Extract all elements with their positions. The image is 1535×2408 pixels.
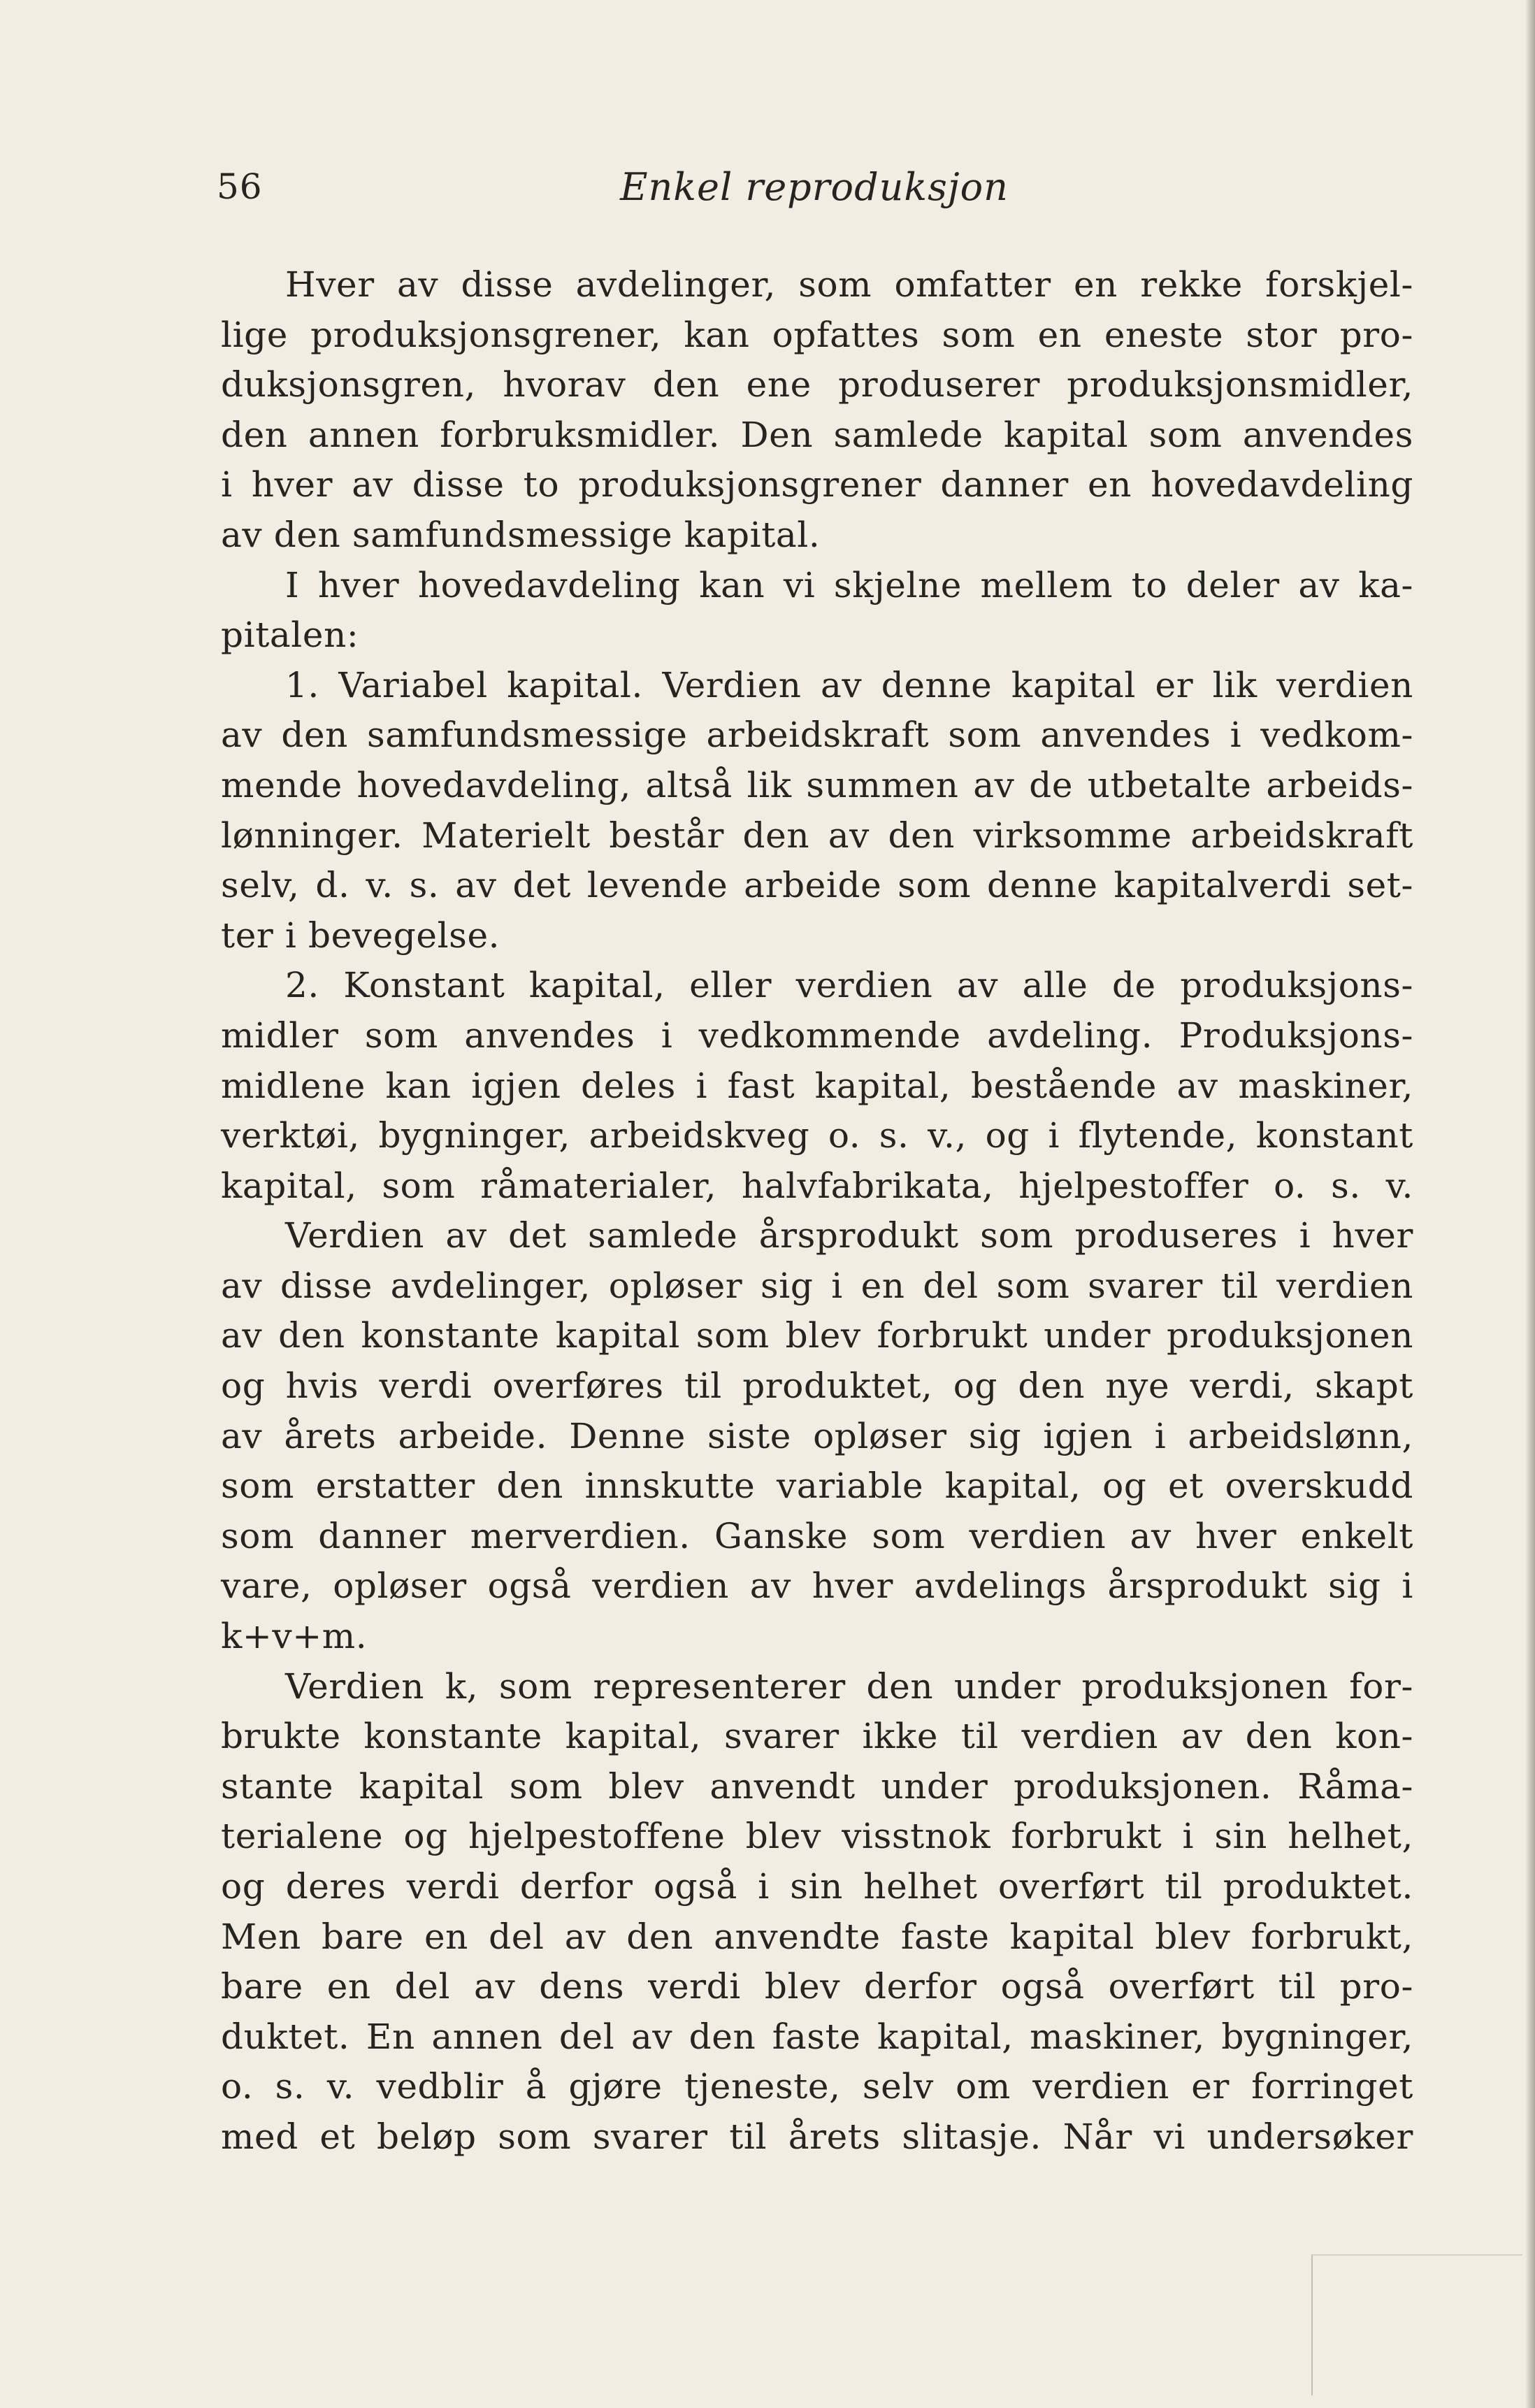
text-line: som erstatter den innskutte variable kapital, og et overskudd: [221, 1465, 1413, 1507]
text-line: som danner merverdien. Ganske som verdien av hver enkelt: [221, 1515, 1413, 1556]
text-line: I hver hovedavdeling kan vi skjelne mellem to deler av ka-: [285, 564, 1413, 605]
text-line: i hver av disse to produksjonsgrener danner en hovedavdeling: [221, 464, 1413, 506]
body-text: [221, 260, 1413, 2163]
text-line: og deres verdi derfor også i sin helhet overført til produktet.: [221, 1866, 1413, 1907]
text-line: vare, opløser også verdien av hver avdelings årsprodukt sig i: [221, 1565, 1413, 1607]
text-line: 2. Konstant kapital, eller verdien av alle de produksjons-: [285, 965, 1413, 1006]
text-line: og hvis verdi overføres til produktet, og den nye verdi, skapt: [221, 1366, 1413, 1407]
page-number: 56: [217, 166, 263, 207]
text-line: den annen forbruksmidler. Den samlede kapital som anvendes: [221, 414, 1413, 455]
page-edge-shadow: [1525, 0, 1535, 2408]
text-line: av årets arbeide. Denne siste opløser sig igjen i arbeidslønn,: [221, 1415, 1413, 1456]
text-line: av den konstante kapital som blev forbrukt under produksjonen: [221, 1315, 1413, 1356]
text-line: stante kapital som blev anvendt under produksjonen. Råma-: [221, 1765, 1413, 1807]
running-title: Enkel reproduksjon: [620, 165, 1009, 209]
text-line: brukte konstante kapital, svarer ikke til verdien av den kon-: [221, 1716, 1413, 1757]
text-line: midlene kan igjen deles i fast kapital, bestående av maskiner,: [221, 1065, 1413, 1106]
text-line: Men bare en del av den anvendte faste kapital blev forbrukt,: [221, 1916, 1413, 1957]
text-line: k+v+m.: [221, 1616, 368, 1657]
text-line: av den samfundsmessige arbeidskraft som anvendes i vedkom-: [221, 715, 1413, 756]
text-line: med et beløp som svarer til årets slitasje. Når vi undersøker: [221, 2116, 1413, 2157]
text-line: bare en del av dens verdi blev derfor også overført til pro-: [221, 1966, 1413, 2007]
text-line: selv, d. v. s. av det levende arbeide som denne kapitalverdi set-: [221, 865, 1413, 906]
page-header: [217, 159, 1412, 222]
text-line: terialene og hjelpestoffene blev visstnok forbrukt i sin helhet,: [221, 1816, 1413, 1857]
text-line: duksjonsgren, hvorav den ene produserer produksjonsmidler,: [221, 364, 1413, 406]
text-line: lønninger. Materielt består den av den virksomme arbeidskraft: [221, 815, 1413, 856]
text-line: Verdien av det samlede årsprodukt som produseres i hver: [285, 1215, 1413, 1256]
text-line: kapital, som råmaterialer, halvfabrikata, hjelpestoffer o. s. v.: [221, 1165, 1413, 1206]
scan-artifact: [1311, 2254, 1522, 2395]
text-line: midler som anvendes i vedkommende avdeling. Produksjons-: [221, 1015, 1413, 1056]
text-line: verktøi, bygninger, arbeidskveg o. s. v., og i flytende, konstant: [221, 1115, 1413, 1156]
text-line: mende hovedavdeling, altså lik summen av de utbetalte arbeids-: [221, 764, 1413, 805]
text-line: av disse avdelinger, opløser sig i en del som svarer til verdien: [221, 1265, 1413, 1306]
text-line: pitalen:: [221, 615, 359, 656]
text-line: o. s. v. vedblir å gjøre tjeneste, selv om verdien er forringet: [221, 2066, 1413, 2107]
text-line: 1. Variabel kapital. Verdien av denne kapital er lik verdien: [285, 664, 1413, 705]
text-line: Hver av disse avdelinger, som omfatter en rekke forskjel-: [285, 264, 1413, 305]
text-line: av den samfundsmessige kapital.: [221, 514, 821, 555]
text-line: Verdien k, som representerer den under produksjonen for-: [285, 1665, 1413, 1707]
text-line: lige produksjonsgrener, kan opfattes som en eneste stor pro-: [221, 314, 1413, 355]
text-line: duktet. En annen del av den faste kapital, maskiner, bygninger,: [221, 2016, 1413, 2057]
text-line: ter i bevegelse.: [221, 915, 500, 956]
